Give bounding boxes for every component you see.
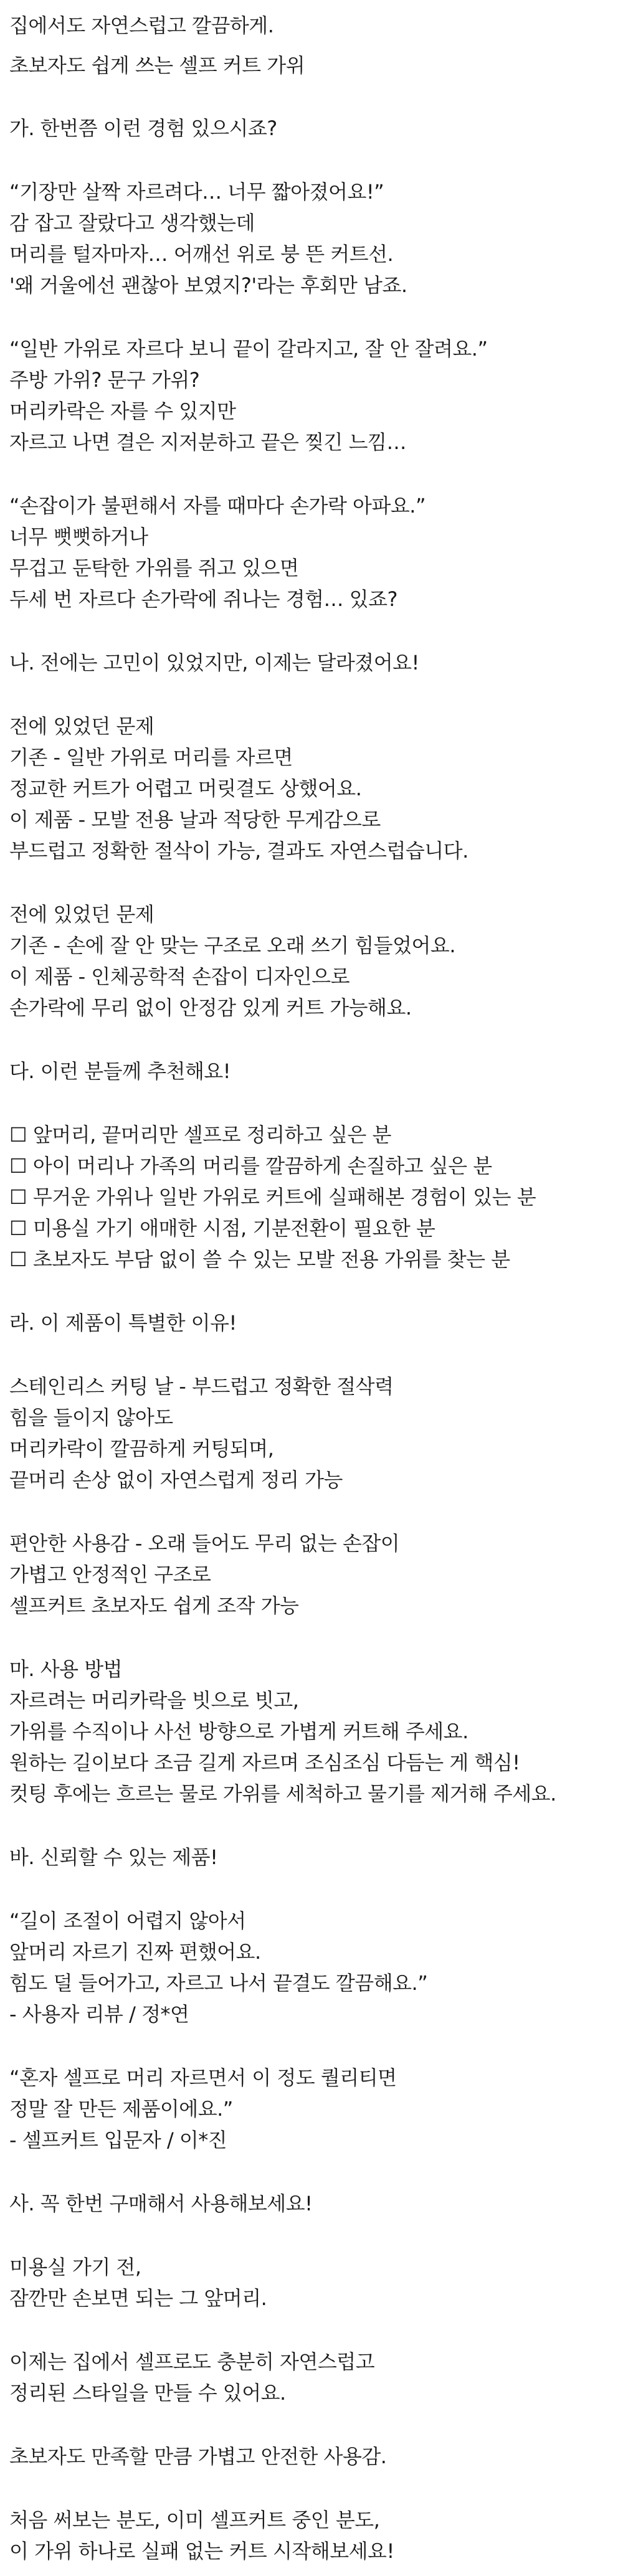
sa-text-line: 처음 써보는 분도, 이미 셀프커트 중인 분도,: [9, 2508, 380, 2532]
ga-text-line: 감 잡고 잘랐다고 생각했는데: [9, 211, 255, 235]
review-1-line: “길이 조절이 어렵지 않아서: [9, 1909, 246, 1933]
da-checklist-item: ☐ 무거운 가위나 일반 가위로 커트에 실패해본 경험이 있는 분: [9, 1185, 536, 1209]
intro-line-1: 집에서도 자연스럽고 깔끔하게.: [9, 14, 274, 37]
ra-text-line: 힘을 들이지 않아도: [9, 1406, 173, 1429]
review-1-line: 앞머리 자르기 진짜 편했어요.: [9, 1940, 261, 1964]
ga-quote-2: “일반 가위로 자르다 보니 끝이 갈라지고, 잘 안 잘려요.”: [9, 337, 488, 361]
na-problem-label-2: 전에 있었던 문제: [9, 902, 155, 926]
intro-title: 초보자도 쉽게 쓰는 셀프 커트 가위: [9, 54, 305, 77]
sa-text-line: 미용실 가기 전,: [9, 2255, 141, 2279]
sa-closing-line: 이 가위 하나로 실패 없는 커트 시작해보세요!: [9, 2539, 394, 2563]
ga-text-line: 너무 뻣뻣하거나: [9, 525, 148, 549]
sa-text-line: 초보자도 만족할 만큼 가볍고 안전한 사용감.: [9, 2445, 387, 2468]
section-ba-heading: 바. 신뢰할 수 있는 제품!: [9, 1845, 218, 1869]
ga-quote-3: “손잡이가 불편해서 자를 때마다 손가락 아파요.”: [9, 494, 426, 518]
ma-text-line: 컷팅 후에는 흐르는 물로 가위를 세척하고 물기를 제거해 주세요.: [9, 1782, 556, 1806]
ra-feature-title-1: 스테인리스 커팅 날 - 부드럽고 정확한 절삭력: [9, 1375, 394, 1398]
ga-quote-1: “기장만 살짝 자르려다… 너무 짧아졌어요!”: [9, 180, 384, 204]
ga-text-line: 머리를 털자마자… 어깨선 위로 붕 뜬 커트선.: [9, 242, 394, 266]
ra-text-line: 끝머리 손상 없이 자연스럽게 정리 가능: [9, 1468, 343, 1492]
review-2-line: 정말 잘 만든 제품이에요.”: [9, 2097, 233, 2121]
ra-text-line: 셀프커트 초보자도 쉽게 조작 가능: [9, 1594, 299, 1617]
da-checklist-item: ☐ 아이 머리나 가족의 머리를 깔끔하게 손질하고 싶은 분: [9, 1154, 492, 1178]
ga-text-line: 머리카락은 자를 수 있지만: [9, 399, 236, 423]
ra-text-line: 가볍고 안정적인 구조로: [9, 1563, 211, 1586]
ma-text-line: 원하는 길이보다 조금 길게 자르며 조심조심 다듬는 게 핵심!: [9, 1751, 520, 1774]
review-2-line: “혼자 셀프로 머리 자르면서 이 정도 퀄리티면: [9, 2066, 397, 2090]
na-text-line: 부드럽고 정확한 절삭이 가능, 결과도 자연스럽습니다.: [9, 839, 468, 863]
ma-text-line: 가위를 수직이나 사선 방향으로 가볍게 커트해 주세요.: [9, 1720, 468, 1743]
sa-text-line: 잠깐만 손보면 되는 그 앞머리.: [9, 2286, 267, 2310]
ra-text-line: 머리카락이 깔끔하게 커팅되며,: [9, 1437, 274, 1461]
na-text-line: 이 제품 - 인체공학적 손잡이 디자인으로: [9, 965, 350, 988]
section-na-heading: 나. 전에는 고민이 있었지만, 이제는 달라졌어요!: [9, 651, 419, 675]
na-text-line: 손가락에 무리 없이 안정감 있게 커트 가능해요.: [9, 996, 412, 1020]
ga-text-line: 두세 번 자르다 손가락에 쥐나는 경험… 있죠?: [9, 587, 398, 611]
ga-text-line: 주방 가위? 문구 가위?: [9, 368, 200, 392]
section-da-heading: 다. 이런 분들께 추천해요!: [9, 1059, 231, 1083]
ra-feature-title-2: 편안한 사용감 - 오래 들어도 무리 없는 손잡이: [9, 1532, 400, 1555]
da-checklist-item: ☐ 미용실 가기 애매한 시점, 기분전환이 필요한 분: [9, 1216, 435, 1240]
ga-text-line: '왜 거울에선 괜찮아 보였지?'라는 후회만 남죠.: [9, 273, 407, 297]
da-checklist-item: ☐ 앞머리, 끝머리만 셀프로 정리하고 싶은 분: [9, 1123, 391, 1147]
review-1-line: 힘도 덜 들어가고, 자르고 나서 끝결도 깔끔해요.”: [9, 1971, 428, 1995]
na-problem-label-1: 전에 있었던 문제: [9, 714, 155, 738]
sa-text-line: 이제는 집에서 셀프로도 충분히 자연스럽고: [9, 2350, 375, 2374]
section-sa-heading: 사. 꼭 한번 구매해서 사용해보세요!: [9, 2192, 313, 2215]
review-2-author: - 셀프커트 입문자 / 이*진: [9, 2128, 227, 2152]
ma-text-line: 자르려는 머리카락을 빗으로 빗고,: [9, 1688, 299, 1712]
sa-text-line: 정리된 스타일을 만들 수 있어요.: [9, 2381, 286, 2405]
da-checklist-item: ☐ 초보자도 부담 없이 쓸 수 있는 모발 전용 가위를 찾는 분: [9, 1248, 510, 1271]
na-text-line: 기존 - 손에 잘 안 맞는 구조로 오래 쓰기 힘들었어요.: [9, 934, 456, 957]
section-ga-heading: 가. 한번쯤 이런 경험 있으시죠?: [9, 116, 277, 140]
section-ma-heading: 마. 사용 방법: [9, 1657, 123, 1681]
ga-text-line: 무겁고 둔탁한 가위를 쥐고 있으면: [9, 556, 299, 580]
na-text-line: 기존 - 일반 가위로 머리를 자르면: [9, 746, 293, 769]
na-text-line: 이 제품 - 모발 전용 날과 적당한 무게감으로: [9, 808, 381, 831]
review-1-author: - 사용자 리뷰 / 정*연: [9, 2002, 189, 2026]
na-text-line: 정교한 커트가 어렵고 머릿결도 상했어요.: [9, 777, 362, 800]
section-ra-heading: 라. 이 제품이 특별한 이유!: [9, 1311, 237, 1335]
ga-text-line: 자르고 나면 결은 지저분하고 끝은 찢긴 느낌…: [9, 430, 406, 454]
